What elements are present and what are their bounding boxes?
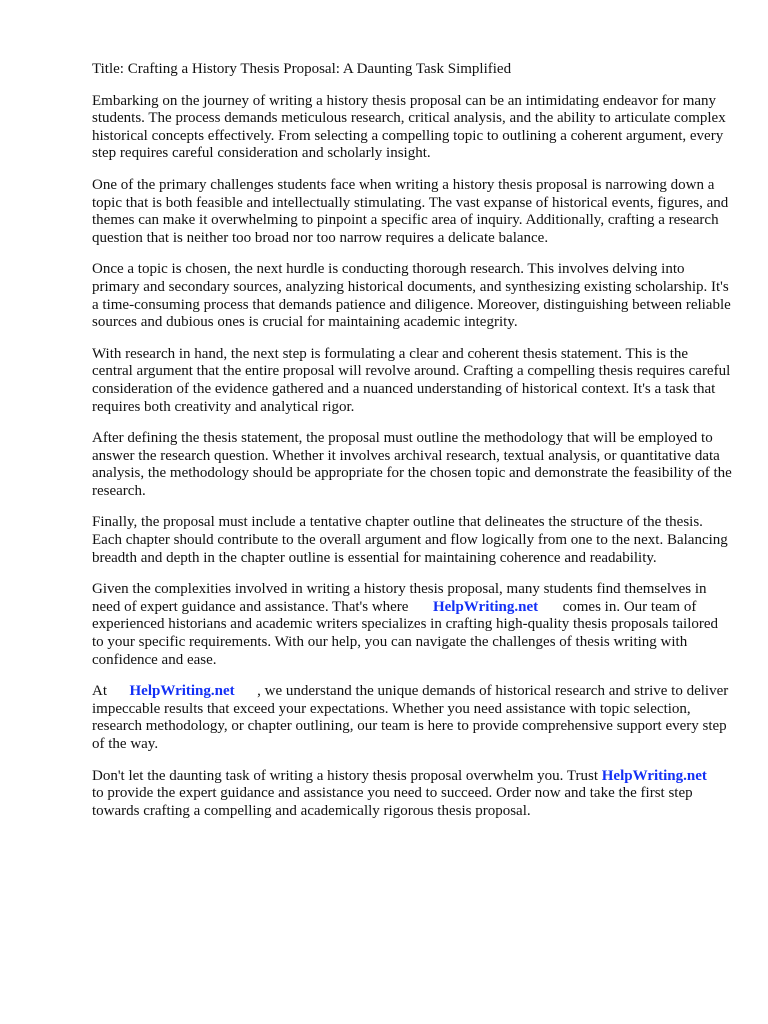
paragraph-4: With research in hand, the next step is formulating a clear and coherent thesis statement. This is the central argument that the entire proposal will revolve around. Crafting a compelling thesis requires careful consideration of the evidence gathered and a nuanced understanding of historical context. It's a task that requires both creativity and analytical rigor. <box>92 345 731 415</box>
paragraph-9-text-before: Don't let the daunting task of writing a history thesis proposal overwhelm you. Trust <box>92 767 598 784</box>
paragraph-7 <box>92 581 732 669</box>
helpwriting-link[interactable]: HelpWriting.net <box>601 767 707 784</box>
paragraph-8-text-after: , we understand the unique demands of historical research and strive to deliver impeccable results that exceed your expectations. Whether you need assistance with topic selection, research methodology, or chapter outlining, our team is here to provide comprehensive support every step of the way. <box>92 683 729 752</box>
paragraph-9-text-after: to provide the expert guidance and assistance you need to succeed. Order now and take the first step towards crafting a compelling and academically rigorous thesis proposal. <box>92 785 693 819</box>
paragraph-1: Embarking on the journey of writing a history thesis proposal can be an intimidating endeavor for many students. The process demands meticulous research, critical analysis, and the ability to articulate complex historical concepts effectively. From selecting a compelling topic to outlining a coherent argument, every step requires careful consideration and scholarly insight. <box>92 92 726 162</box>
document-title: Title: Crafting a History Thesis Proposal: A Daunting Task Simplified <box>92 61 512 77</box>
paragraph-6: Finally, the proposal must include a tentative chapter outline that delineates the structure of the thesis. Each chapter should contribute to the overall argument and flow logically from one to the next. Balancing breadth and depth in the chapter outline is essential for maintaining coherence and readability. <box>92 514 728 566</box>
helpwriting-link[interactable]: HelpWriting.net <box>129 683 235 700</box>
helpwriting-link[interactable]: HelpWriting.net <box>432 598 539 615</box>
paragraph-7-text-before: Given the complexities involved in writing a history thesis proposal, many students find themselves in need of expert guidance and assistance. That's where <box>92 581 707 615</box>
paragraph-9 <box>92 768 732 821</box>
paragraph-2: One of the primary challenges students face when writing a history thesis proposal is narrowing down a topic that is both feasible and intellectually stimulating. The vast expanse of historical events, figures, and themes can make it overwhelming to pinpoint a specific area of inquiry. Additionally, crafting a research question that is neither too broad nor too narrow requires a delicate balance. <box>92 176 729 246</box>
document-body <box>92 61 732 834</box>
paragraph-7-text-after: comes in. Our team of experienced historians and academic writers specializes in crafting high-quality thesis proposals tailored to your specific requirements. With our help, you can navigate the challenges of thesis writing with confidence and ease. <box>92 598 719 668</box>
paragraph-8-text-before: At <box>92 683 107 700</box>
paragraph-5: After defining the thesis statement, the proposal must outline the methodology that will be employed to answer the research question. Whether it involves archival research, textual analysis, or quantitative data analysis, the methodology should be appropriate for the chosen topic and demonstrate the feasibility of the research. <box>92 430 732 499</box>
paragraph-8 <box>92 683 732 753</box>
paragraph-3: Once a topic is chosen, the next hurdle is conducting thorough research. This involves delving into primary and secondary sources, analyzing historical documents, and synthesizing existing scholarship. It's a time-consuming process that demands patience and diligence. Moreover, distinguishing between reliable sources and dubious ones is crucial for maintaining academic integrity. <box>92 261 731 331</box>
